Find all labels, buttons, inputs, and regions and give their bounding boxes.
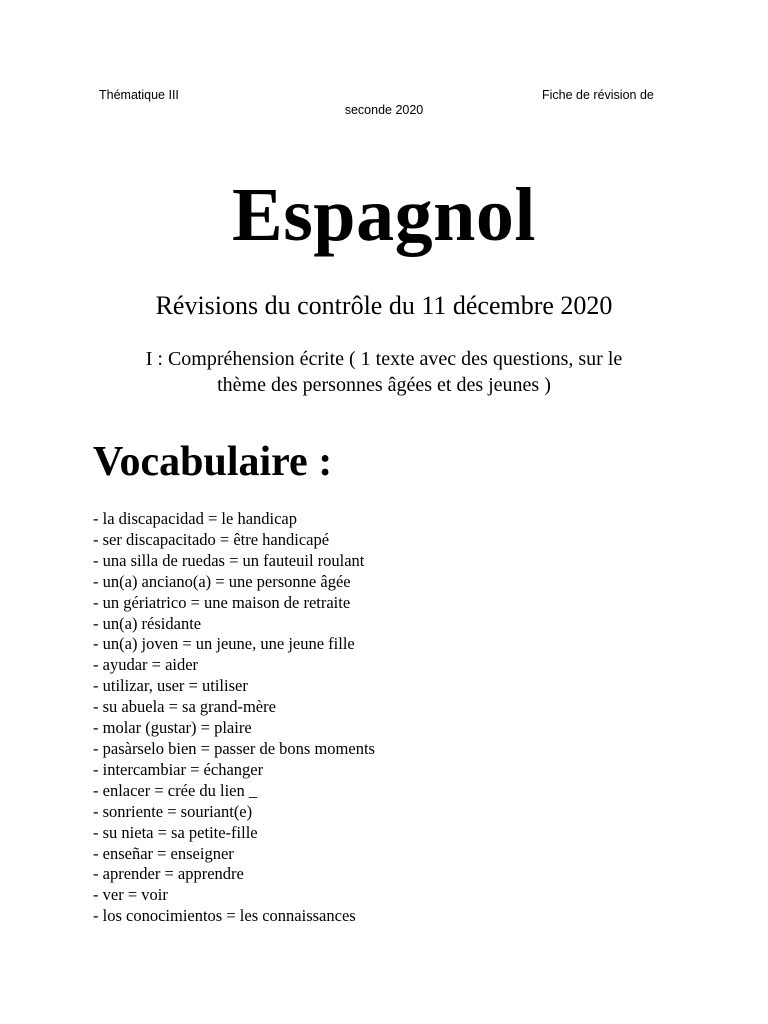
vocabulary-item: - ayudar = aider bbox=[93, 655, 199, 675]
vocabulary-list bbox=[93, 509, 375, 927]
vocabulary-item: - utilizar, user = utiliser bbox=[93, 676, 248, 696]
vocabulary-item: - ver = voir bbox=[93, 885, 168, 905]
header-sheet-label-continued: seconde 2020 bbox=[344, 103, 424, 117]
vocabulary-item: - enlacer = crée du lien _ bbox=[93, 780, 258, 800]
vocabulary-item: - pasàrselo bien = passer de bons moments bbox=[93, 738, 375, 758]
vocabulary-item: - una silla de ruedas = un fauteuil roulant bbox=[93, 550, 365, 570]
vocabulary-item: - su nieta = sa petite-fille bbox=[93, 822, 258, 842]
page-subtitle: Révisions du contrôle du 11 décembre 2020 bbox=[155, 291, 613, 320]
section-description bbox=[100, 346, 668, 398]
page-title: Espagnol bbox=[232, 173, 536, 257]
vocabulary-item: - un gériatrico = une maison de retraite bbox=[93, 592, 351, 612]
header-sheet-label: Fiche de révision de bbox=[542, 88, 654, 102]
vocabulary-item: - un(a) anciano(a) = une personne âgée bbox=[93, 571, 351, 591]
vocabulary-item: - su abuela = sa grand-mère bbox=[93, 697, 276, 717]
vocabulary-item: - sonriente = souriant(e) bbox=[93, 801, 253, 821]
vocabulary-item: - un(a) joven = un jeune, une jeune fille bbox=[93, 634, 355, 654]
section-line: thème des personnes âgées et des jeunes ) bbox=[217, 374, 551, 396]
vocabulary-item: - un(a) résidante bbox=[93, 613, 202, 633]
vocabulary-item: - intercambiar = échanger bbox=[93, 759, 264, 779]
section-line: I : Compréhension écrite ( 1 texte avec des questions, sur le bbox=[145, 348, 623, 370]
vocabulary-item: - molar (gustar) = plaire bbox=[93, 718, 252, 738]
vocabulary-item: - enseñar = enseigner bbox=[93, 843, 234, 863]
vocabulary-item: - los conocimientos = les connaissances bbox=[93, 906, 356, 926]
vocabulary-heading: Vocabulaire : bbox=[93, 439, 333, 485]
vocabulary-item: - la discapacidad = le handicap bbox=[93, 509, 298, 528]
header-topic: Thématique III bbox=[99, 88, 179, 102]
vocabulary-item: - aprender = apprendre bbox=[93, 864, 244, 884]
vocabulary-item: - ser discapacitado = être handicapé bbox=[93, 529, 330, 549]
